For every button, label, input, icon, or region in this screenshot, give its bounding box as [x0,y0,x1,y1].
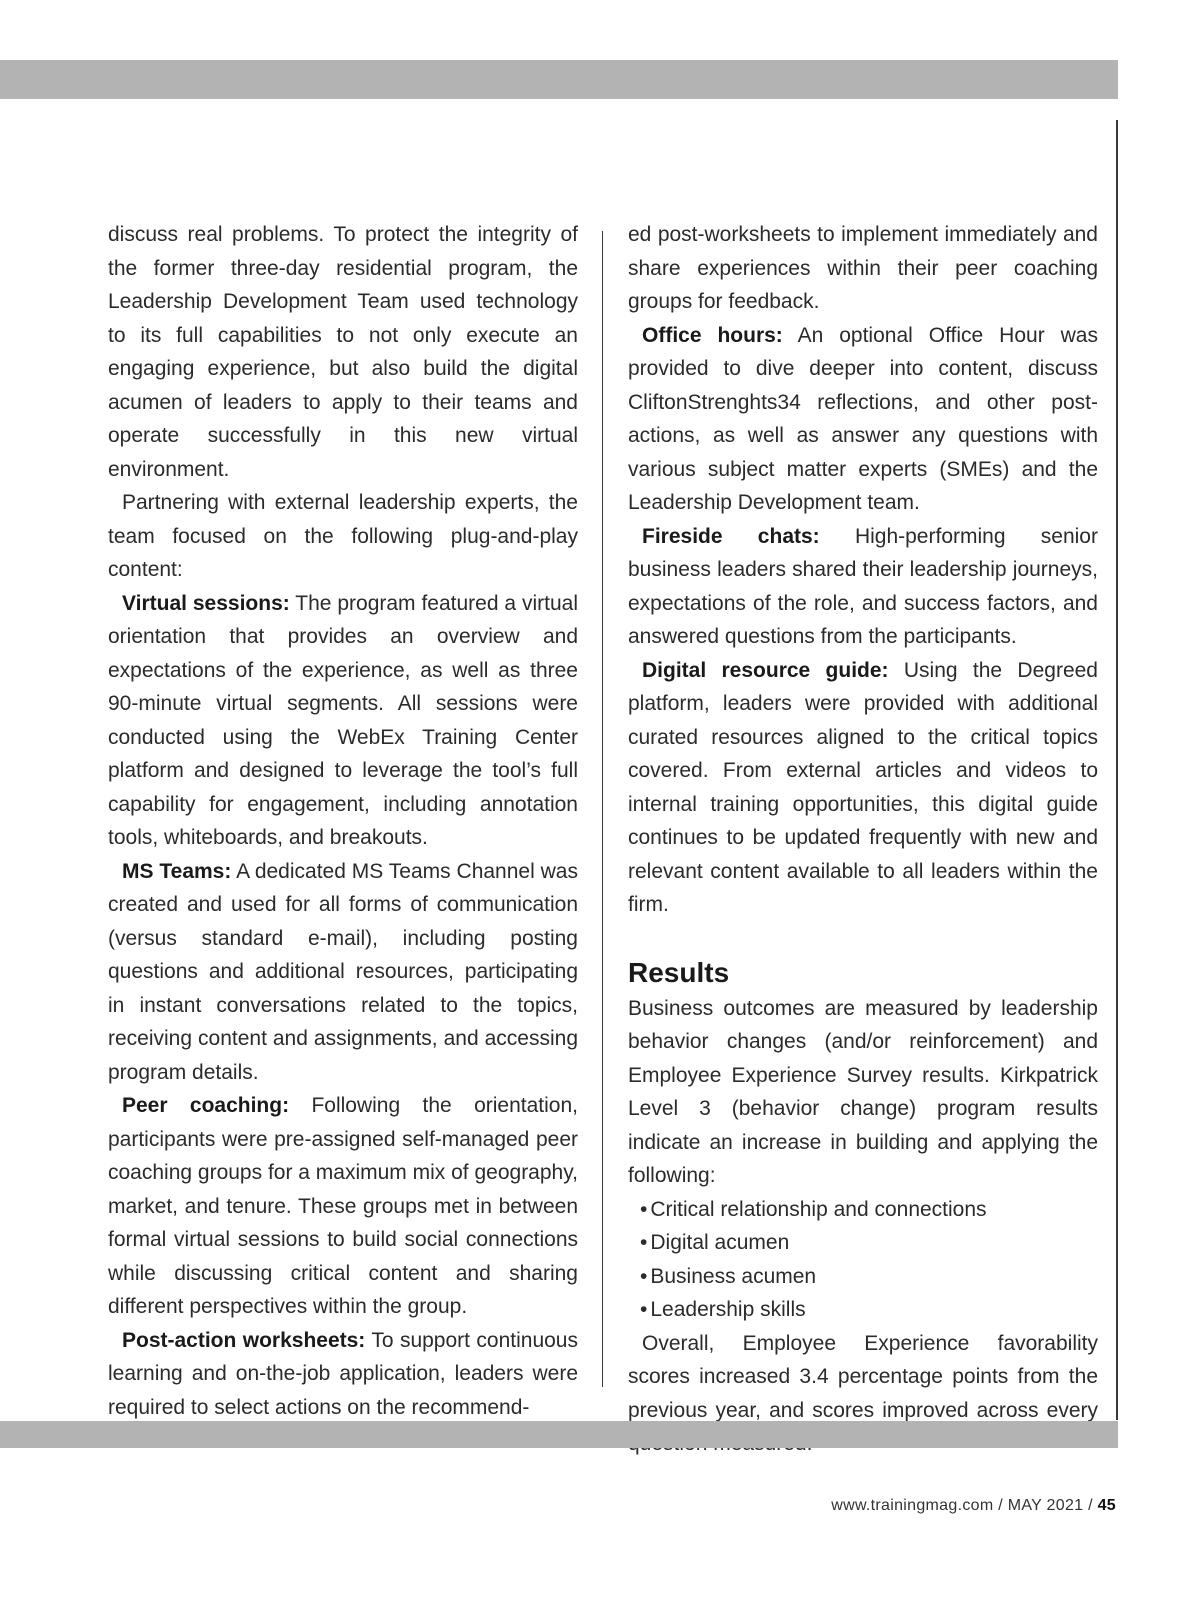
paragraph-ms-teams [108,855,578,1090]
office-hours-label: Office hours: [642,323,783,347]
ms-teams-text: A dedicated MS Teams Channel was created and used for all forms of communication (versus standard e-mail), including posting questions and additional resources, participating in instant conversations related to the topics, receiving content and assignments, and accessing program details. [108,859,578,1084]
list-item: • Digital acumen [640,1226,1098,1260]
office-hours-text: An optional Office Hour was provided to dive deeper into content, discuss CliftonStrenghts34 reflections, and other post-actions, as well as answer any questions with various subject matter experts (SMEs) and the Leadership Development team. [628,323,1098,514]
results-heading: Results [628,956,730,988]
column-divider [602,231,603,1387]
digital-resource-label: Digital resource guide: [642,658,889,682]
ms-teams-label: MS Teams: [122,859,232,883]
right-column [628,218,1098,1461]
paragraph-continuation: ed post-worksheets to implement immediately and share experiences within their peer coaching groups for feedback. [628,223,1098,313]
paragraph-fireside-chats [628,520,1098,654]
left-column [108,218,578,1424]
list-item: • Business acumen [640,1260,1098,1294]
fireside-chats-label: Fireside chats: [642,524,820,548]
paragraph-intro: discuss real problems. To protect the integrity of the former three-day residential program, the Leadership Development Team used technology to its full capabilities to not only execute an engaging experience, but also build the digital acumen of leaders to apply to their teams and operate successfully in this new virtual environment. [108,223,578,481]
paragraph-overall: Overall, Employee Experience favorability scores increased 3.4 percentage points from the previous year, and scores improved across every [628,1331,1098,1422]
list-item: • Leadership skills [640,1293,1098,1327]
footer-issue: MAY 2021 [1007,1497,1084,1514]
page-footer: www.trainingmag.com / MAY 2021 / 45 [831,1497,1116,1514]
virtual-sessions-text: The program featured a virtual orientation that provides an overview and expectations of the experience, as well as three 90-minute virtual segments. All sessions were conducted using the WebEx Training Center platform and designed to leverage the tool’s full capability for engagement, including annotation tools, whiteboards, and breakouts. [108,591,578,849]
footer-site-link[interactable]: www.trainingmag.com [831,1497,994,1514]
paragraph-office-hours [628,319,1098,520]
top-gray-band [0,60,1118,99]
peer-coaching-text: Following the orientation, participants were pre-assigned self-managed peer coaching groups for a maximum mix of geography, market, and tenure. These groups met in between formal virtual sessions to build social connections while discussing critical content and sharing different perspectives within the group. [108,1094,578,1318]
fireside-chats-text: High-performing senior business leaders shared their leadership journeys, expectations of the role, and success factors, and answered questions from the participants. [628,524,1098,648]
digital-resource-text: Using the Degreed platform, leaders were provided with additional curated resources aligned to the critical topics covered. From external articles and videos to internal training opportunities, this digital guide continues to be updated frequently with new and relevant content available to all leaders within the firm. [628,658,1098,916]
virtual-sessions-label: Virtual sessions: [122,591,290,615]
peer-coaching-label: Peer coaching: [122,1094,290,1117]
paragraph-results: Business outcomes are measured by leadership behavior changes (and/or reinforcement) and Employee Experience Survey results. Kirkpatrick Level 3 (behavior change) program results indicate an increase in building and applying the following: [628,996,1098,1187]
paragraph-peer-coaching [108,1089,578,1324]
paragraph-digital-resource [628,654,1098,922]
post-action-text: To support continuous learning and on-the-job application, leaders were required to select actions on the recommend- [108,1328,578,1419]
right-vertical-rule [1116,120,1118,1420]
paragraph-virtual-sessions [108,587,578,855]
results-bullet-list [628,1193,1098,1327]
bottom-gray-band [0,1421,1118,1448]
paragraph-partnering: Partnering with external leadership experts, the team focused on the following plug-and-play content: [108,491,578,581]
post-action-label: Post-action worksheets: [122,1328,366,1352]
page-number: 45 [1097,1497,1116,1514]
paragraph-post-action [108,1324,578,1425]
list-item: • Critical relationship and connections [640,1193,1098,1227]
